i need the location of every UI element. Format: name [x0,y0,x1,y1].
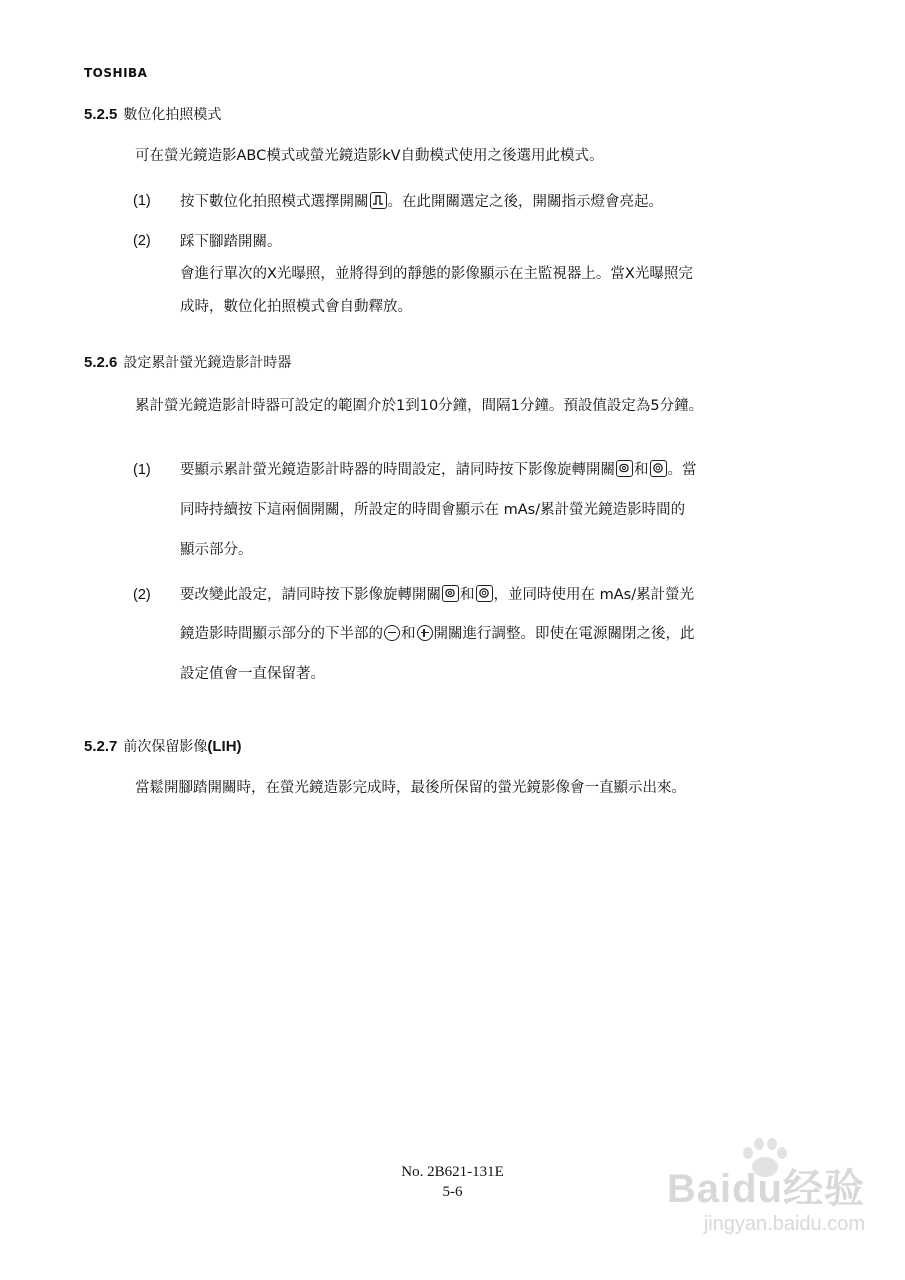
item-text-part: ，並同時使用在 mAs/累計螢光 [493,587,695,603]
section-title-suffix: (LIH) [207,738,242,755]
section-number: 5.2.6 [84,354,118,371]
and-text: 和 [634,462,649,478]
section-heading-5-2-5 [84,104,221,124]
item-text-part: 要顯示累計螢光鏡造影計時器的時間設定，請同時按下影像旋轉開關 [180,462,615,478]
section-body: 當鬆開腳踏開關時，在螢光鏡造影完成時，最後所保留的螢光鏡影像會一直顯示出來。 [135,780,686,796]
section-intro: 累計螢光鏡造影計時器可設定的範圍介於1到10分鐘，間隔1分鐘。預設值設定為5分鐘。 [135,398,704,414]
item-number: (1) [133,462,151,478]
item-text-part: 。在此開關選定之後，開關指示燈會亮起。 [387,194,663,210]
item-continuation [180,624,695,644]
section-title: 前次保留影像 [123,739,208,755]
single-pulse-switch-icon [370,192,387,209]
item-continuation: 顯示部分。 [180,542,253,558]
image-rotate-ccw-switch-icon [616,460,633,477]
section-number: 5.2.7 [84,738,118,755]
watermark-logo: Baidu经验 [666,1167,865,1211]
brand-logo: TOSHIBA [84,66,148,80]
section-heading-5-2-6 [84,352,291,372]
plus-switch-icon [417,625,433,641]
item-text-part: 按下數位化拍照模式選擇開關 [180,194,369,210]
item-continuation: 設定值會一直保留著。 [180,666,325,682]
list-item [180,460,697,480]
item-number: (2) [133,233,151,249]
image-rotate-ccw-switch-icon [442,585,459,602]
item-text-part: 要改變此設定，請同時按下影像旋轉開關 [180,587,441,603]
watermark-url: jingyan.baidu.com [703,1213,865,1235]
item-continuation: 成時，數位化拍照模式會自動釋放。 [180,299,412,315]
watermark [635,1135,865,1245]
list-item: 踩下腳踏開關。 [180,234,282,250]
item-number: (2) [133,587,151,603]
list-item [180,192,663,212]
section-title: 數位化拍照模式 [123,107,222,123]
section-heading-5-2-7 [84,736,242,756]
minus-switch-icon [384,625,400,641]
item-text-part: 鏡造影時間顯示部分的下半部的 [180,626,383,642]
item-text-part: 開關進行調整。即使在電源關閉之後，此 [433,626,695,642]
list-item [180,585,694,605]
image-rotate-cw-switch-icon [650,460,667,477]
item-continuation: 同時持續按下這兩個開關，所設定的時間會顯示在 mAs/累計螢光鏡造影時間的 [180,502,686,518]
section-intro: 可在螢光鏡造影ABC模式或螢光鏡造影kV自動模式使用之後選用此模式。 [135,148,604,164]
and-text: 和 [401,626,416,642]
document-number: No. 2B621-131E [401,1164,504,1180]
item-text-part: 。當 [667,462,697,478]
item-number: (1) [133,193,151,209]
section-title: 設定累計螢光鏡造影計時器 [123,355,292,371]
page-number: 5-6 [442,1184,463,1200]
section-number: 5.2.5 [84,106,118,123]
image-rotate-cw-switch-icon [476,585,493,602]
and-text: 和 [460,587,475,603]
item-continuation: 會進行單次的X光曝照，並將得到的靜態的影像顯示在主監視器上。當X光曝照完 [180,266,693,282]
